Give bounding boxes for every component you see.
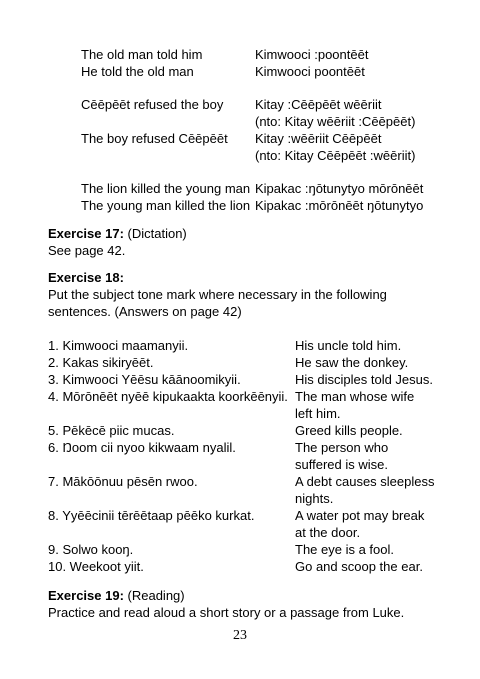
nandi-phrase: Kipakac :mōrōnēēt ŋōtunytyo: [255, 198, 424, 213]
exercise-title: Exercise 18:: [48, 270, 124, 285]
pair-row: [0, 197, 480, 214]
sentence: 3. Kimwooci Yēēsu kāānoomikyii.: [48, 372, 241, 387]
translation-continued: at the door.: [295, 525, 361, 540]
english-phrase: The old man told him: [81, 47, 203, 62]
sentence: 9. Solwo kooŋ.: [48, 542, 134, 557]
sentence: 1. Kimwooci maamanyii.: [48, 338, 189, 353]
pair-row: [0, 180, 480, 197]
exercise-item-continued: [0, 405, 480, 422]
exercise-subtitle: (Reading): [123, 588, 185, 603]
page-number: 23: [233, 628, 247, 643]
exercise-item: [0, 473, 480, 490]
sentence: 5. Pēkēcē piic mucas.: [48, 423, 175, 438]
english-phrase: The young man killed the lion: [81, 198, 251, 213]
exercise-17-text: See page 42.: [48, 243, 126, 258]
pair-row: [0, 147, 480, 164]
exercise-title: Exercise 19:: [48, 588, 124, 603]
pair-row: [0, 130, 480, 147]
sentence: 10. Weekoot yiit.: [48, 559, 144, 574]
translation: The man whose wife: [295, 389, 415, 404]
translation-continued: left him.: [295, 406, 341, 421]
exercise-item: [0, 371, 480, 388]
exercise-18-instruction: sentences. (Answers on page 42): [48, 304, 242, 319]
sentence: 4. Mōrōnēēt nyēē kipukaakta koorkēēnyii.: [48, 389, 288, 404]
translation: The eye is a fool.: [295, 542, 394, 557]
nandi-phrase: Kitay :Cēēpēēt wēēriit: [255, 97, 382, 112]
pair-row: [0, 63, 480, 80]
sentence: 7. Mākōōnuu pēsēn rwoo.: [48, 474, 198, 489]
english-phrase: The lion killed the young man: [81, 181, 251, 196]
exercise-19-text: Practice and read aloud a short story or a passage from Luke.: [48, 605, 405, 620]
exercise-title: Exercise 17:: [48, 226, 124, 241]
pair-row: [0, 113, 480, 130]
exercise-18-instruction: Put the subject tone mark where necessary in the following: [48, 287, 387, 302]
translation: The person who: [295, 440, 389, 455]
nandi-phrase: Kipakac :ŋōtunytyo mōrōnēēt: [255, 181, 424, 196]
translation: His uncle told him.: [295, 338, 402, 353]
sentence: 8. Yyēēcinii tērēētaap pēēko kurkat.: [48, 508, 255, 523]
translation: His disciples told Jesus.: [295, 372, 433, 387]
pair-row: [0, 46, 480, 63]
translation: A water pot may break: [295, 508, 425, 523]
exercise-18-heading: [48, 269, 124, 286]
english-phrase: He told the old man: [81, 64, 194, 79]
nandi-phrase: Kitay :wēēriit Cēēpēēt: [255, 131, 382, 146]
exercise-item: [0, 439, 480, 456]
exercise-item: [0, 541, 480, 558]
exercise-item: [0, 388, 480, 405]
pair-row: [0, 96, 480, 113]
exercise-item: [0, 354, 480, 371]
exercise-item-continued: [0, 456, 480, 473]
translation: Greed kills people.: [295, 423, 403, 438]
exercise-item-continued: [0, 524, 480, 541]
nandi-phrase: Kimwooci poontēēt: [255, 64, 365, 79]
sentence: 2. Kakas sikiryēēt.: [48, 355, 154, 370]
translation: A debt causes sleepless: [295, 474, 435, 489]
translation: Go and scoop the ear.: [295, 559, 423, 574]
nandi-phrase: Kimwooci :poontēēt: [255, 47, 369, 62]
exercise-item: [0, 337, 480, 354]
exercise-19-heading: [48, 587, 185, 604]
english-phrase: Cēēpēēt refused the boy: [81, 97, 224, 112]
exercise-item: [0, 422, 480, 439]
nandi-phrase: (nto: Kitay wēēriit :Cēēpēēt): [255, 114, 416, 129]
exercise-item: [0, 507, 480, 524]
translation-continued: nights.: [295, 491, 334, 506]
nandi-phrase: (nto: Kitay Cēēpēēt :wēēriit): [255, 148, 416, 163]
exercise-subtitle: (Dictation): [123, 226, 187, 241]
english-phrase: The boy refused Cēēpēēt: [81, 131, 228, 146]
translation-continued: suffered is wise.: [295, 457, 388, 472]
exercise-17-heading: [48, 225, 187, 242]
sentence: 6. Ŋoom cii nyoo kikwaam nyalil.: [48, 440, 236, 455]
translation: He saw the donkey.: [295, 355, 409, 370]
exercise-item-continued: [0, 490, 480, 507]
exercise-item: [0, 558, 480, 575]
